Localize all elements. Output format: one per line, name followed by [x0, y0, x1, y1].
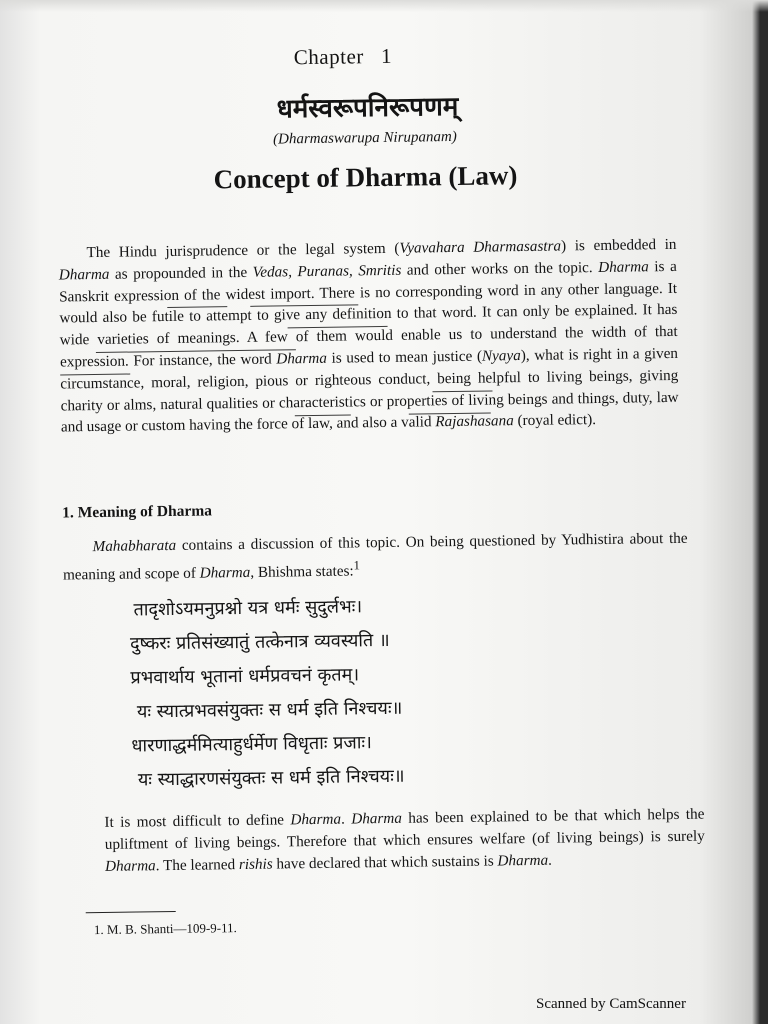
intro-text: ), what is right in a given circumstance, moral, religion, pious or righteous conduct, being helpful to living beings, giving charity or alms, natural qualities or characteristics or properties of living beings and things, duty, law and usage or custom having the force of law, and also a valid: [60, 344, 679, 436]
closing-text: .: [340, 810, 352, 828]
section-text: contains a discussion of this topic. On being questioned by Yudhistira about the meaning and scope of: [62, 529, 688, 584]
closing-text: .: [547, 851, 553, 869]
intro-italic-term: Dharma: [58, 265, 110, 284]
closing-text: have declared that which sustains is: [272, 852, 498, 873]
footnote: 1. M. B. Shanti—109-9-11.: [93, 920, 237, 938]
closing-text: It is most difficult to define: [104, 811, 291, 831]
intro-text: ) is embedded in: [560, 235, 677, 255]
footnote-marker: 1: [353, 558, 360, 573]
verse-line: धारणाद्धर्ममित्याहुर्धर्मेण विधृताः प्रजाः।: [131, 732, 373, 757]
closing-italic-term: Dharma: [290, 810, 342, 829]
footnote-divider: [86, 911, 176, 913]
section-italic-term: Mahabharata: [92, 536, 177, 556]
verse-line: यः स्याद्धारणसंयुक्तः स धर्म इति निश्चयः॥: [137, 765, 405, 791]
intro-text: The Hindu jurisprudence or the legal system (: [86, 239, 400, 262]
intro-text: (royal edict).: [513, 411, 597, 430]
intro-paragraph: [58, 234, 679, 439]
verse-line: तादृशोऽयमनुप्रश्नो यत्र धर्मः सुदुर्लभः।: [133, 596, 363, 621]
section-heading: 1. Meaning of Dharma: [62, 502, 213, 522]
verse-line: दुष्करः प्रतिसंख्यातुं तत्केनात्र व्यवस्यति ॥: [129, 629, 390, 655]
intro-italic-term: Vedas, Puranas, Smritis: [252, 261, 402, 281]
closing-text: has been explained to be that which helps the upliftment of living beings. Therefore that which ensures welfare (of living beings) is surely: [104, 805, 705, 853]
intro-italic-term: Dharma: [276, 349, 328, 368]
scanner-watermark: Scanned by CamScanner: [536, 996, 686, 1012]
intro-text: is used to mean justice (: [326, 347, 483, 367]
verse-line: प्रभवार्थाय भूतानां धर्मप्रवचनं कृतम्।: [130, 664, 360, 689]
closing-italic-term: Dharma: [497, 851, 549, 870]
section-italic-term: Dharma: [199, 563, 251, 582]
closing-italic-term: Dharma: [104, 857, 156, 875]
sanskrit-verse: [129, 588, 552, 798]
closing-italic-term: rishis: [238, 855, 273, 874]
intro-text: as propounded in the: [109, 263, 253, 283]
intro-italic-term: Rajashasana: [435, 412, 514, 431]
intro-italic-term: Nyaya: [481, 347, 521, 365]
section-intro-paragraph: [62, 528, 688, 587]
section-text: , Bhishma states:: [250, 562, 354, 581]
intro-text: is a Sanskrit expression of the widest import. There is no corresponding word in any other language. It would also be futile to attempt to give any definition to that word. It can only be explained. It has wide varieties of meanings. A few of them would enable us to understand the width of that expression. For instance, the word: [59, 257, 678, 371]
chapter-label: Chapter 1: [293, 43, 393, 70]
sanskrit-title: धर्मस्वरूपनिरूपणम्: [276, 91, 459, 125]
verse-line: यः स्यात्प्रभवसंयुक्तः स धर्म इति निश्चयः॥: [136, 697, 403, 723]
closing-italic-term: Dharma: [351, 809, 403, 828]
closing-paragraph: [104, 804, 705, 878]
intro-italic-term: Vyavahara Dharmasastra: [399, 237, 562, 257]
intro-italic-term: Dharma: [598, 258, 649, 276]
chapter-title: Concept of Dharma (Law): [213, 160, 518, 195]
transliterated-title: (Dharmaswarupa Nirupanam): [272, 128, 457, 148]
closing-text: . The learned: [155, 856, 240, 875]
intro-text: and other works on the topic.: [401, 258, 599, 279]
